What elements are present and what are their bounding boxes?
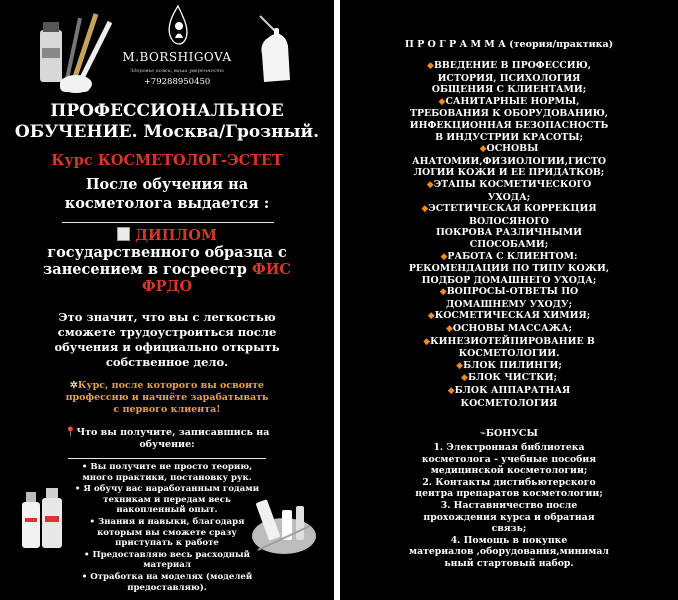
text-line: ИНФЕКЦИОННАЯ БЕЗОПАСНОСТЬ (409, 119, 609, 131)
text-line: БОНУСЫ (485, 428, 538, 439)
text-line: ЭТАПЫ КОСМЕТИЧЕСКОГО (433, 178, 592, 190)
logo-name: M.BORSHIGOVA (122, 50, 232, 64)
benefit-item (70, 517, 264, 549)
program-item (340, 323, 678, 336)
bonus-list (340, 442, 678, 570)
divider-line (62, 222, 274, 223)
text-line: ПОКРОВА РАЗЛИЧНЫМИ (435, 227, 583, 239)
text-line: материалов ,оборудования,минимал (409, 546, 609, 558)
diamond-icon: ◆ (427, 61, 434, 71)
text-line: центра препаратов косметологии; (415, 488, 603, 500)
program-item (340, 372, 678, 385)
text-line: • Отработка на моделях (моделей (81, 571, 253, 582)
text-line: 4. Помощь в покупке (450, 534, 568, 546)
text-line: СПОСОБАМИ; (469, 238, 549, 250)
benefit-item (70, 484, 264, 516)
benefits-list (70, 462, 264, 594)
text-line: ПРОФЕССИОНАЛЬНОЕ (50, 101, 284, 121)
diamond-icon: ◆ (426, 179, 434, 190)
text-line: ВОПРОСЫ-ОТВЕТЫ ПО (446, 286, 579, 298)
text-line: РАБОТА С КЛИЕНТОМ: (447, 250, 578, 262)
program-item (340, 360, 678, 373)
text-line: ОБЩЕНИЯ С КЛИЕНТАМИ; (431, 84, 587, 96)
diamond-icon: ◆ (438, 96, 446, 107)
text-line: медицинской косметологии; (430, 465, 588, 477)
text-line: В ИНДУСТРИИ КРАСОТЫ; (435, 131, 583, 143)
text-line: обучения и официально открыть (54, 340, 280, 354)
bonus-title (340, 428, 678, 439)
text-line: • Я обучу вас наработанным годами (74, 484, 260, 495)
paperclip-icon: ⌁ (480, 428, 486, 439)
diploma-block (0, 227, 334, 295)
text-line: много практики, постановку рук. (82, 472, 252, 483)
text-line: ФРДО (141, 278, 193, 295)
program-item (340, 143, 678, 179)
text-line: государственного образца с (47, 244, 287, 261)
right-panel (340, 0, 678, 600)
text-line: ПОДБОР ДОМАШНЕГО УХОДА; (421, 274, 597, 286)
program-title: П Р О Г Р А М М А (теория/практика) (404, 39, 614, 50)
program-list (340, 60, 678, 409)
diamond-icon: ◆ (439, 287, 447, 298)
sparkle-icon: ✲ (69, 380, 78, 391)
text-line: накопленный опыт. (116, 505, 218, 516)
text-line: прохождения курса и обратная (423, 511, 595, 523)
text-line: ДОМАШНЕМУ УХОДУ; (445, 298, 573, 310)
logo-emblem (163, 4, 193, 48)
text-line: 1. Электронная библиотека (433, 442, 585, 453)
text-line: После обучения на (85, 176, 249, 193)
diploma-label: ДИПЛОМ (135, 227, 217, 244)
divider-line (68, 458, 266, 459)
text-line: БЛОК ЧИСТКИ; (467, 372, 557, 384)
left-panel (0, 0, 334, 600)
text-line: которым вы сможете сразу (97, 527, 237, 538)
text-line: ВОЛОСЯНОГО (469, 215, 549, 227)
orange-promo-text (0, 380, 334, 416)
text-line: приступать к работе (115, 538, 219, 549)
text-line: Курс, после которого вы освоите (77, 380, 265, 391)
diamond-icon: ◆ (446, 324, 453, 335)
text-line: БЛОК ПИЛИНГИ; (463, 359, 562, 371)
text-line: КИНЕЗИОТЕЙПИРОВАНИЕ В (430, 335, 595, 347)
text-line: РЕКОМЕНДАЦИИ ПО ТИПУ КОЖИ, (408, 263, 610, 275)
diamond-icon: ◆ (479, 144, 487, 155)
gloved-hand-image (250, 10, 300, 90)
logo-slogan: Здоровье кожи, ваша уверенность (130, 68, 224, 74)
text-line: ИСТОРИЯ, ПСИХОЛОГИЯ (437, 72, 581, 84)
text-line: предоставляю). (127, 582, 207, 593)
text-line: ЭСТЕТИЧЕСКАЯ КОРРЕКЦИЯ (428, 203, 597, 215)
text-line: ьный стартовый набор. (444, 557, 574, 569)
text-line: 2. Контакты дистибьютерского (422, 476, 596, 488)
text-line: косметолога - учебные пособия (421, 453, 597, 465)
text-line: ЛОГИИ КОЖИ И ЕЕ ПРИДАТКОВ; (413, 167, 605, 179)
program-item (340, 60, 678, 96)
benefit-item (70, 462, 264, 483)
program-item (340, 310, 678, 323)
text-line: связь; (491, 523, 527, 535)
brushes-and-bottle-image (16, 8, 126, 96)
text-line: косметолога выдается : (64, 195, 270, 212)
text-line: техникам и передам весь (103, 494, 231, 505)
phone-number: +79288950450 (143, 77, 211, 87)
text-line: • Знания и навыки, благодаря (89, 516, 245, 527)
text-line: УХОДА; (487, 191, 531, 203)
text-line: ОСНОВЫ МАССАЖА; (452, 323, 572, 335)
pin-icon: 📍 (64, 427, 77, 438)
text-line: БЛОК АППАРАТНАЯ (454, 385, 571, 397)
text-line: материал (143, 560, 191, 571)
text-line: КОСМЕТОЛОГИЯ (460, 397, 558, 409)
text-line: ТРЕБОВАНИЯ К ОБОРУДОВАНИЮ, (409, 108, 609, 120)
program-item (340, 336, 678, 360)
after-training-text (0, 175, 334, 213)
text-line: Что вы получите, записавшись на (76, 427, 270, 438)
benefit-item (70, 572, 264, 593)
benefit-item (70, 550, 264, 571)
text-line: АНАТОМИИ,ФИЗИОЛОГИИ,ГИСТО (411, 155, 606, 167)
course-title: Курс КОСМЕТОЛОГ-ЭСТЕТ (51, 152, 283, 169)
text-line: Это значит, что вы с легкостью (58, 310, 276, 324)
program-item (340, 385, 678, 409)
text-line: профессию и начнёте зарабатывать (65, 392, 269, 403)
text-line: собственное дело. (105, 355, 229, 369)
text-line: сможете трудоустроиться после (57, 325, 277, 339)
text-line: занесением в госреестр (43, 261, 252, 278)
diploma-line (0, 227, 334, 244)
diamond-icon: ◆ (461, 373, 468, 384)
what-you-get (0, 427, 334, 451)
program-item (340, 96, 678, 143)
diamond-icon: ◆ (427, 311, 435, 322)
diamond-icon: ◆ (440, 251, 448, 262)
text-line: с первого клиента! (113, 404, 221, 415)
program-item (340, 203, 678, 250)
text-line: обучение: (139, 439, 195, 450)
headline (0, 101, 334, 143)
diamond-icon: ◆ (447, 386, 455, 397)
bottles-image (18, 484, 68, 554)
text-line: • Предоставляю весь расходный (83, 549, 250, 560)
text-line: 3. Наставничество после (440, 499, 578, 511)
diamond-icon: ◆ (423, 336, 431, 347)
program-item (340, 179, 678, 203)
text-line: ВВЕДЕНИЕ В ПРОФЕССИЮ, (433, 60, 591, 71)
document-icon (117, 227, 130, 241)
meaning-text (0, 310, 334, 370)
text-line: • Вы получите не просто теорию, (81, 462, 253, 472)
text-line: КОСМЕТИЧЕСКАЯ ХИМИЯ; (434, 310, 591, 322)
text-line: ОБУЧЕНИЕ. Москва/Грозный. (14, 122, 320, 142)
text-line: ФИС (251, 261, 291, 278)
diamond-icon: ◆ (456, 360, 464, 371)
text-line: ОСНОВЫ (486, 143, 539, 155)
text-line: САНИТАРНЫЕ НОРМЫ, (445, 95, 580, 107)
program-item (340, 251, 678, 287)
program-item (340, 286, 678, 310)
text-line: КОСМЕТОЛОГИИ. (458, 348, 560, 360)
diamond-icon: ◆ (421, 204, 429, 215)
